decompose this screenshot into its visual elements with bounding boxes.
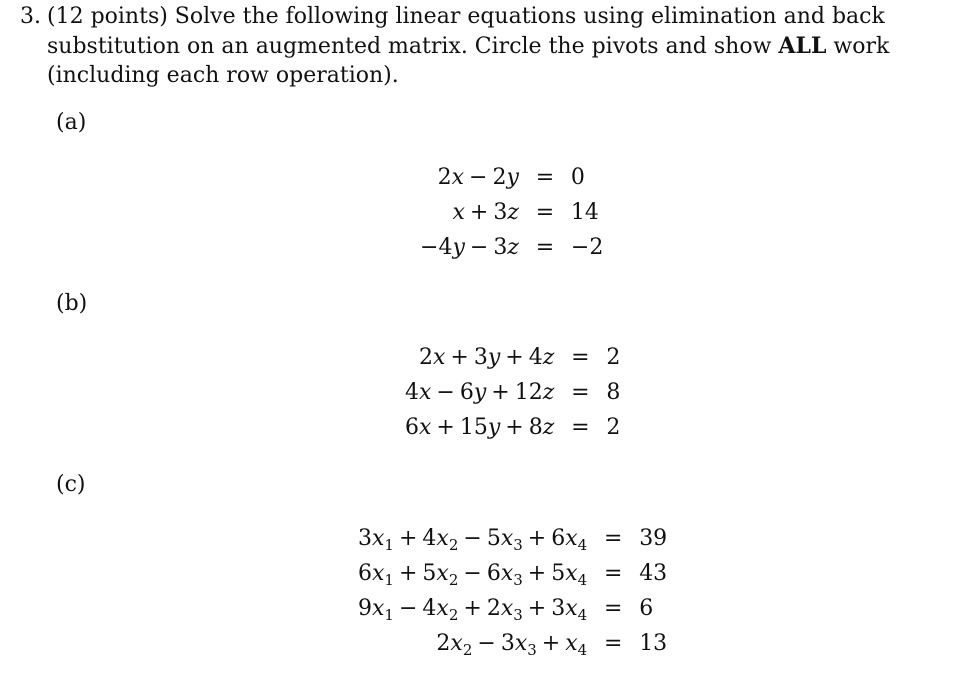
equals-sign: = xyxy=(535,200,555,225)
equals-sign: = xyxy=(603,631,623,656)
math-expression: $6x_1 + 5x_2 - 6x_3 + 5x_4$ xyxy=(358,561,588,589)
problem-text-after: work (including each row operation). xyxy=(47,33,890,88)
math-expression: −4y − 3z xyxy=(420,235,519,260)
part-b-label: (b) xyxy=(56,291,88,316)
equals-sign: = xyxy=(603,561,623,586)
equation-rhs: −2 xyxy=(570,235,604,260)
equation-lhs xyxy=(358,556,587,591)
equation-lhs xyxy=(420,230,519,265)
problem-text xyxy=(47,2,935,91)
equation-rhs: 14 xyxy=(570,200,599,225)
math-expression: $3x_1 + 4x_2 - 5x_3 + 6x_4$ xyxy=(358,526,588,554)
equation-rhs: 39 xyxy=(639,526,668,551)
equation-rhs: 2 xyxy=(606,415,621,440)
equation-lhs xyxy=(405,410,554,445)
equals-sign: = xyxy=(603,596,623,621)
equation-rhs: 2 xyxy=(606,345,621,370)
math-expression: 2x − 2y xyxy=(437,165,519,190)
part-a-label: (a) xyxy=(56,110,87,135)
math-expression: x + 3z xyxy=(452,200,519,225)
equals-sign: = xyxy=(535,165,555,190)
math-expression: 4x − 6y + 12z xyxy=(405,380,555,405)
part-b-equations xyxy=(405,340,620,445)
equation-rhs: 6 xyxy=(639,596,654,621)
equation-lhs xyxy=(405,340,554,375)
equation-lhs xyxy=(405,375,554,410)
equals-sign: = xyxy=(603,526,623,551)
part-c-label: (c) xyxy=(56,472,86,497)
math-expression: $9x_1 - 4x_2 + 2x_3 + 3x_4$ xyxy=(358,596,588,624)
problem-text-bold: ALL xyxy=(778,32,827,59)
equation-row xyxy=(420,230,603,265)
equation-row xyxy=(358,521,667,556)
equals-sign: = xyxy=(571,415,590,440)
equation-rhs: 43 xyxy=(639,561,668,586)
equation-row xyxy=(420,160,603,195)
equation-row xyxy=(405,375,620,410)
equation-row xyxy=(358,591,667,626)
equals-sign: = xyxy=(535,235,555,260)
equation-lhs xyxy=(358,626,587,661)
equals-sign: = xyxy=(571,380,590,405)
math-expression: $2x_2 - 3x_3 + x_4$ xyxy=(436,631,588,659)
part-c-equations xyxy=(358,521,667,661)
problem-text-before: (12 points) Solve the following linear equations using elimination and back substitution on an augmented matrix. Circle the pivots and show xyxy=(47,4,885,59)
math-expression: 6x + 15y + 8z xyxy=(405,415,555,440)
part-a-equations xyxy=(420,160,603,265)
equation-rhs: 8 xyxy=(606,380,621,405)
equation-row xyxy=(405,340,620,375)
equation-row xyxy=(358,556,667,591)
equals-sign: = xyxy=(571,345,590,370)
problem-statement xyxy=(20,2,935,91)
equation-lhs xyxy=(358,521,587,556)
equation-row xyxy=(358,626,667,661)
equation-lhs xyxy=(358,591,587,626)
problem-number: 3. xyxy=(20,4,41,29)
math-expression: 2x + 3y + 4z xyxy=(419,345,555,370)
equation-row xyxy=(405,410,620,445)
equation-row xyxy=(420,195,603,230)
equation-rhs: 13 xyxy=(639,631,668,656)
equation-rhs: 0 xyxy=(570,165,585,190)
equation-lhs xyxy=(420,160,519,195)
equation-lhs xyxy=(420,195,519,230)
